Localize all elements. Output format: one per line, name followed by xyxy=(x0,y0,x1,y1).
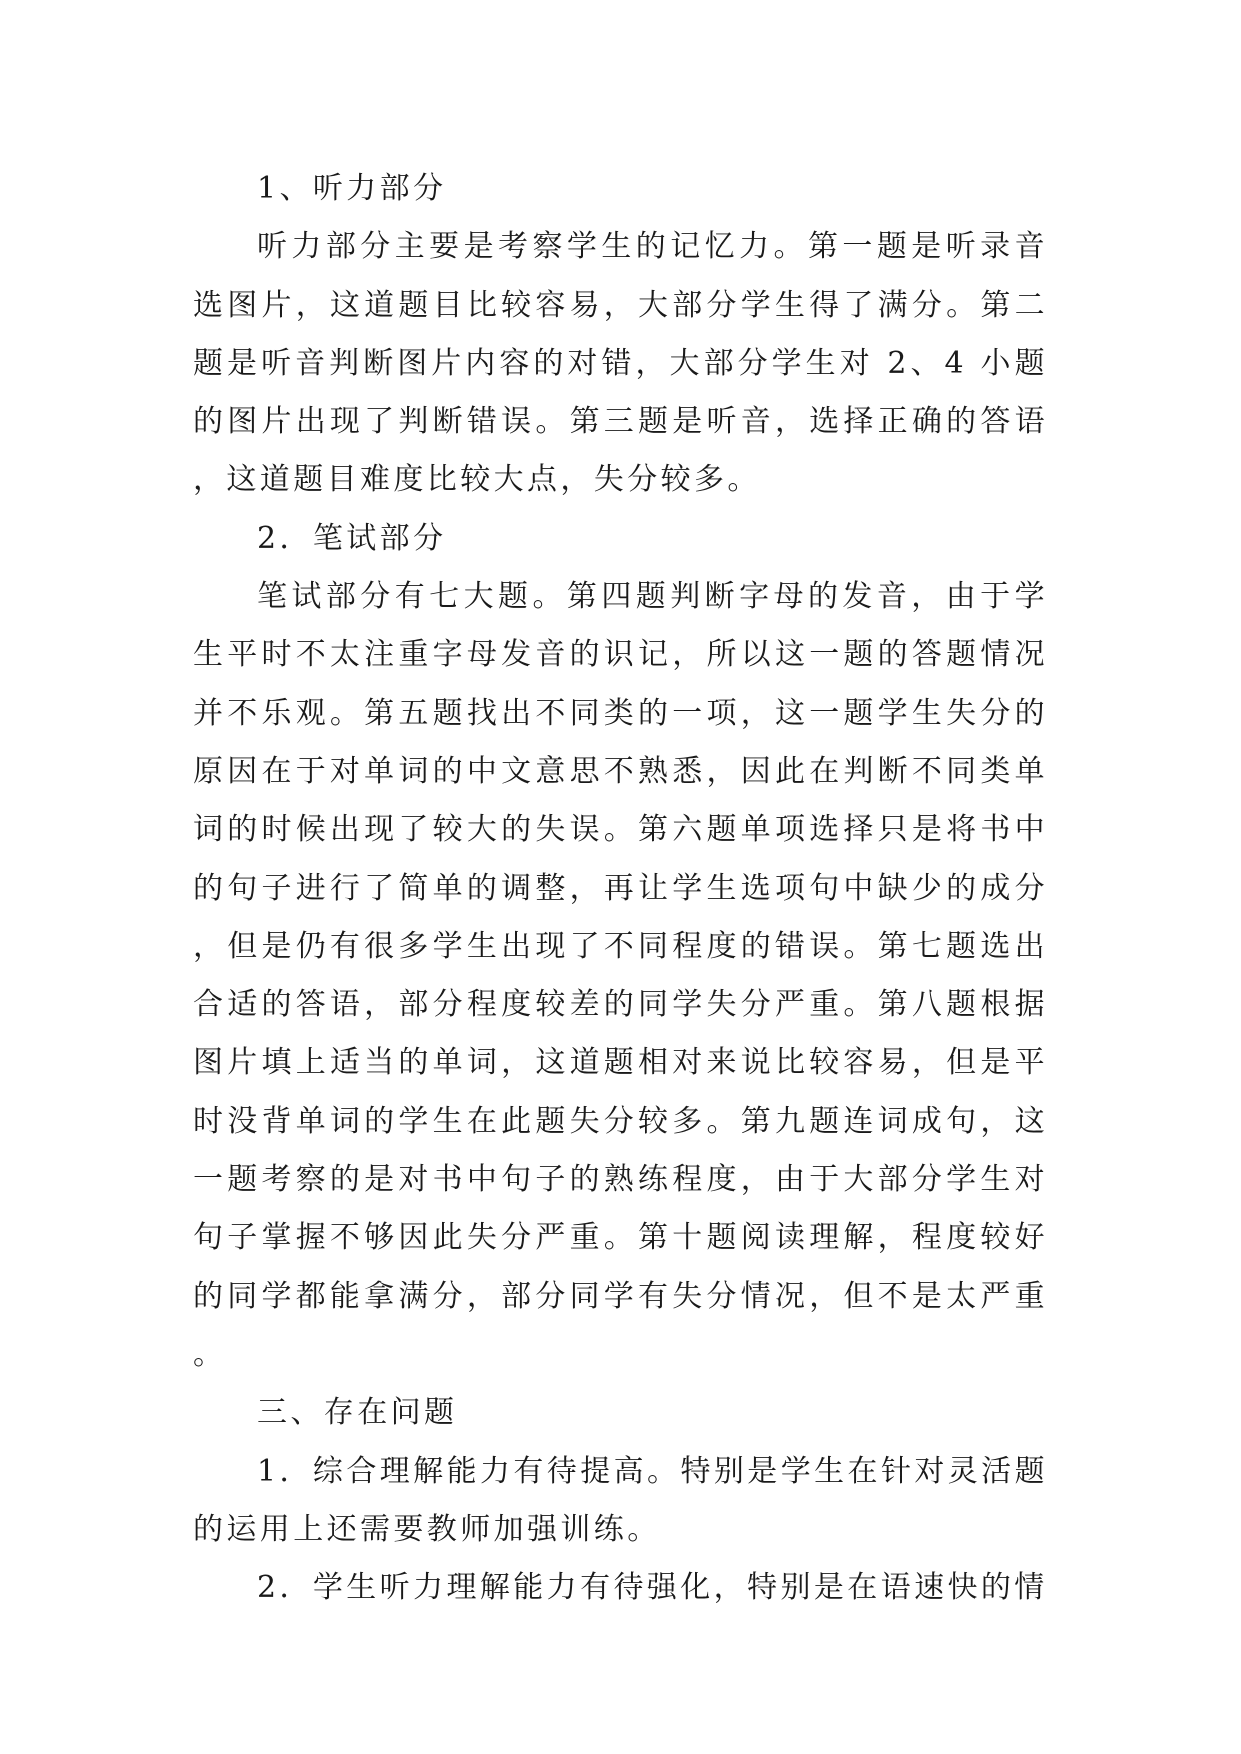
section-heading-listening: 1、听力部分 xyxy=(257,171,447,206)
paragraph-written-analysis: 笔试部分有七大题。第四题判断字母的发音，由于学生平时不太注重字母发音的识记，所以这一题的答题情况并不乐观。第五题找出不同类的一项，这一题学生失分的原因在于对单词的中文意思不熟悉，因此在判断不同类单词的时候出现了较大的失误。第六题单项选择只是将书中的句子进行了简单的调整，再让学生选项句中缺少的成分，但是仍有很多学生出现了不同程度的错误。第七题选出合适的答语，部分程度较差的同学失分严重。第八题根据图片填上适当的单词，这道题相对来说比较容易，但是平时没背单词的学生在此题失分较多。第九题连词成句，这一题考察的是对书中句子的熟练程度，由于大部分学生对句子掌握不够因此失分严重。第十题阅读理解，程度较好的同学都能拿满分，部分同学有失分情况，但不是太严重。 xyxy=(193,579,1048,1372)
document-body xyxy=(193,160,1048,1617)
paragraph-problem-2: 2．学生听力理解能力有待强化，特别是在语速快的情 xyxy=(257,1570,1048,1606)
section-heading-written: 2．笔试部分 xyxy=(257,520,447,556)
paragraph-problem-1: 1．综合理解能力有待提高。特别是学生在针对灵活题的运用上还需要教师加强训练。 xyxy=(193,1453,1048,1547)
section-heading-problems: 三、存在问题 xyxy=(257,1395,458,1431)
paragraph-listening-analysis: 听力部分主要是考察学生的记忆力。第一题是听录音选图片，这道题目比较容易，大部分学生得了满分。第二题是听音判断图片内容的对错，大部分学生对 2、4 小题的图片出现了判断错误。第三题是听音，选择正确的答语，这道题目难度比较大点，失分较多。 xyxy=(193,229,1048,498)
